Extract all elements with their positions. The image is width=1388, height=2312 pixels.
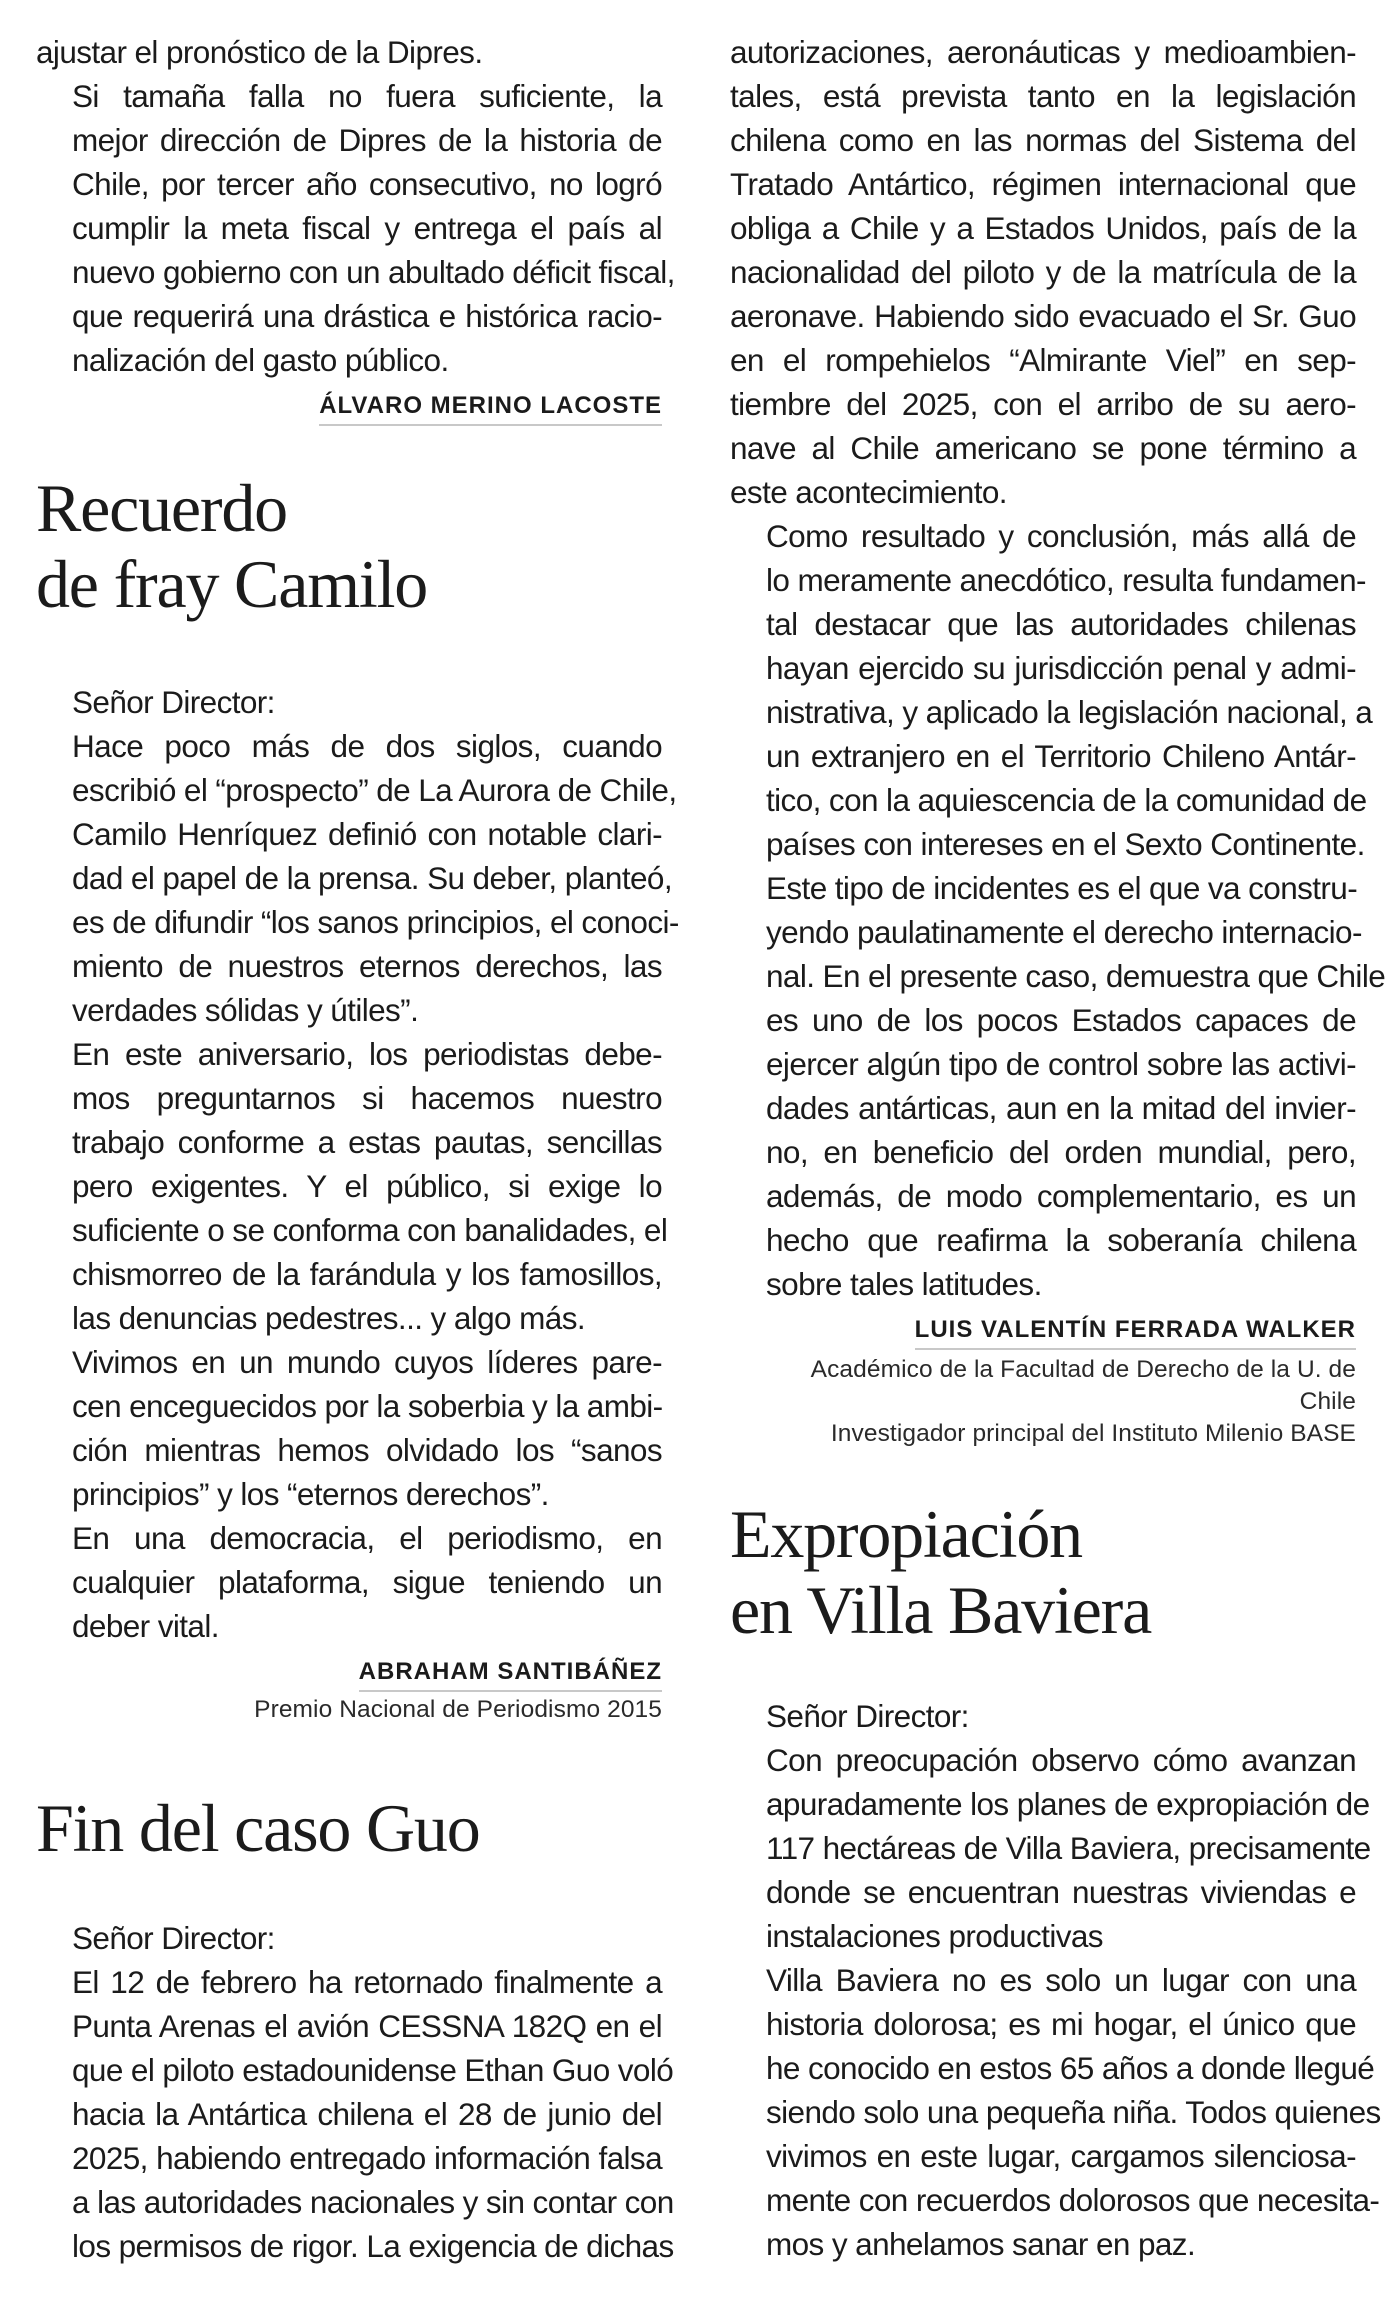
- text-line: ajustar el pronóstico de la Dipres.: [36, 34, 483, 70]
- text-line: Camilo Henríquez definió con notable clari-: [72, 816, 662, 852]
- text-line: dad el papel de la prensa. Su deber, planteó,: [72, 860, 672, 896]
- salutation: Señor Director:: [72, 1920, 275, 1956]
- text-line: miento de nuestros eternos derechos, las: [72, 948, 662, 984]
- text-line: donde se encuentran nuestras viviendas e: [766, 1874, 1356, 1910]
- text-line: nal. En el presente caso, demuestra que Chile: [766, 958, 1386, 994]
- paragraph: [730, 514, 1386, 1306]
- paragraph: [36, 1032, 668, 1340]
- text-line: siendo solo una pequeña niña. Todos quienes: [766, 2094, 1381, 2130]
- text-line: mos preguntarnos si hacemos nuestro: [72, 1080, 662, 1116]
- text-line: sobre tales latitudes.: [766, 1266, 1042, 1302]
- text-line: tales, está prevista tanto en la legislación: [730, 78, 1356, 114]
- author-signature: ABRAHAM SANTIBÁÑEZ: [359, 1654, 662, 1692]
- paragraph: [730, 30, 1356, 514]
- letter-villa-baviera: [730, 1496, 1381, 2266]
- text-line: cualquier plataforma, sigue teniendo un: [72, 1564, 662, 1600]
- paragraph: [730, 1738, 1371, 1958]
- text-line: mejor dirección de Dipres de la historia de: [72, 122, 662, 158]
- text-line: verdades sólidas y útiles”.: [72, 992, 419, 1028]
- text-line: he conocido en estos 65 años a donde llegué: [766, 2050, 1375, 2086]
- text-line: hecho que reafirma la soberanía chilena: [766, 1222, 1356, 1258]
- author-affiliation: Académico de la Facultad de Derecho de la U. de Chile Investigador principal del Instituto Milenio BASE: [810, 1356, 1356, 1447]
- text-line: chilena como en las normas del Sistema del: [730, 122, 1356, 158]
- text-line: Como resultado y conclusión, más allá de: [766, 518, 1356, 554]
- text-line: Con preocupación observo cómo avanzan: [766, 1742, 1356, 1778]
- text-line: En este aniversario, los periodistas debe-: [72, 1036, 662, 1072]
- letter-guo: [36, 1790, 674, 2268]
- text-line: tico, con la aquiescencia de la comunidad de: [766, 782, 1367, 818]
- text-line: un extranjero en el Territorio Chileno Antár-: [766, 738, 1356, 774]
- author-affiliation: Premio Nacional de Periodismo 2015: [254, 1696, 662, 1723]
- letter-fray-camilo: [36, 470, 679, 1726]
- letter-title: [36, 1790, 662, 1866]
- text-line: autorizaciones, aeronáuticas y medioambien-: [730, 34, 1356, 70]
- text-line: pero exigentes. Y el público, si exige lo: [72, 1168, 662, 1204]
- text-line: Si tamaña falla no fuera suficiente, la: [72, 78, 662, 114]
- text-line: Villa Baviera no es solo un lugar con una: [766, 1962, 1356, 1998]
- letter-continuation: [36, 30, 675, 426]
- salutation: Señor Director:: [766, 1698, 969, 1734]
- text-line: apuradamente los planes de expropiación de: [766, 1786, 1370, 1822]
- text-line: es de difundir “los sanos principios, el conoci-: [72, 904, 679, 940]
- text-line: ejercer algún tipo de control sobre las activi-: [766, 1046, 1356, 1082]
- text-line: Tratado Antártico, régimen internacional que: [730, 166, 1356, 202]
- text-line: Expropiación: [730, 1496, 1082, 1572]
- text-line: 117 hectáreas de Villa Baviera, precisamente: [766, 1830, 1371, 1866]
- text-line: en el rompehielos “Almirante Viel” en sep-: [730, 342, 1356, 378]
- paragraph: [36, 1340, 662, 1516]
- text-line: Recuerdo: [36, 470, 287, 546]
- text-line: principios” y los “eternos derechos”.: [72, 1476, 549, 1512]
- text-line: que el piloto estadounidense Ethan Guo voló: [72, 2052, 674, 2088]
- text-line: Vivimos en un mundo cuyos líderes pare-: [72, 1344, 662, 1380]
- text-line: es uno de los pocos Estados capaces de: [766, 1002, 1356, 1038]
- text-line: chismorreo de la farándula y los famosillos,: [72, 1256, 662, 1292]
- text-line: historia dolorosa; es mi hogar, el único que: [766, 2006, 1356, 2042]
- text-line: nave al Chile americano se pone término a: [730, 430, 1356, 466]
- text-line: El 12 de febrero ha retornado finalmente a: [72, 1964, 662, 2000]
- author-signature: ÁLVARO MERINO LACOSTE: [319, 388, 662, 426]
- text-line: mente con recuerdos dolorosos que necesita-: [766, 2182, 1380, 2218]
- text-line: los permisos de rigor. La exigencia de dichas: [72, 2228, 674, 2264]
- text-line: en Villa Baviera: [730, 1572, 1152, 1648]
- text-line: que requerirá una drástica e histórica racio-: [72, 298, 662, 334]
- letter-title: [36, 470, 662, 622]
- text-line: Punta Arenas el avión CESSNA 182Q en el: [72, 2008, 662, 2044]
- text-line: Este tipo de incidentes es el que va constru-: [766, 870, 1358, 906]
- paragraph: [36, 30, 662, 74]
- text-line: suficiente o se conforma con banalidades, el: [72, 1212, 668, 1248]
- text-line: trabajo conforme a estas pautas, sencillas: [72, 1124, 662, 1160]
- text-line: además, de modo complementario, es un: [766, 1178, 1356, 1214]
- paragraph: [36, 724, 679, 1032]
- text-line: cen enceguecidos por la soberbia y la ambi-: [72, 1388, 663, 1424]
- paragraph: [730, 1958, 1381, 2266]
- text-line: las denuncias pedestres... y algo más.: [72, 1300, 585, 1336]
- text-line: hayan ejercido su jurisdicción penal y admi-: [766, 650, 1356, 686]
- text-line: dades antárticas, aun en la mitad del invier-: [766, 1090, 1356, 1126]
- text-line: cumplir la meta fiscal y entrega el país al: [72, 210, 662, 246]
- text-line: nuevo gobierno con un abultado déficit fiscal,: [72, 254, 675, 290]
- text-line: nacionalidad del piloto y de la matrícula de la: [730, 254, 1356, 290]
- salutation: Señor Director:: [72, 684, 275, 720]
- text-line: no, en beneficio del orden mundial, pero,: [766, 1134, 1356, 1170]
- text-line: de fray Camilo: [36, 546, 428, 622]
- text-line: obliga a Chile y a Estados Unidos, país de la: [730, 210, 1356, 246]
- text-line: aeronave. Habiendo sido evacuado el Sr. Guo: [730, 298, 1356, 334]
- text-line: hacia la Antártica chilena el 28 de junio del: [72, 2096, 662, 2132]
- text-line: este acontecimiento.: [730, 474, 1007, 510]
- text-line: yendo paulatinamente el derecho internacio-: [766, 914, 1362, 950]
- author-signature: LUIS VALENTÍN FERRADA WALKER: [915, 1312, 1356, 1350]
- letter-title: [730, 1496, 1356, 1648]
- paragraph: [36, 1516, 662, 1648]
- text-line: deber vital.: [72, 1608, 219, 1644]
- text-line: vivimos en este lugar, cargamos silenciosa-: [766, 2138, 1356, 2174]
- text-line: 2025, habiendo entregado información falsa: [72, 2140, 662, 2176]
- text-line: En una democracia, el periodismo, en: [72, 1520, 662, 1556]
- text-line: lo meramente anecdótico, resulta fundamen-: [766, 562, 1366, 598]
- text-line: tal destacar que las autoridades chilenas: [766, 606, 1356, 642]
- letter-guo-continuation: [730, 30, 1386, 1450]
- text-line: Fin del caso Guo: [36, 1790, 480, 1866]
- text-line: Hace poco más de dos siglos, cuando: [72, 728, 662, 764]
- text-line: Chile, por tercer año consecutivo, no logró: [72, 166, 662, 202]
- text-line: instalaciones productivas: [766, 1918, 1103, 1954]
- text-line: países con intereses en el Sexto Continente.: [766, 826, 1365, 862]
- text-line: tiembre del 2025, con el arribo de su aero-: [730, 386, 1356, 422]
- text-line: a las autoridades nacionales y sin contar con: [72, 2184, 674, 2220]
- text-line: escribió el “prospecto” de La Aurora de Chile,: [72, 772, 677, 808]
- text-line: ción mientras hemos olvidado los “sanos: [72, 1432, 662, 1468]
- text-line: mos y anhelamos sanar en paz.: [766, 2226, 1196, 2262]
- paragraph: [36, 74, 675, 382]
- text-line: nistrativa, y aplicado la legislación nacional, a: [766, 694, 1373, 730]
- text-line: nalización del gasto público.: [72, 342, 449, 378]
- paragraph: [36, 1960, 674, 2268]
